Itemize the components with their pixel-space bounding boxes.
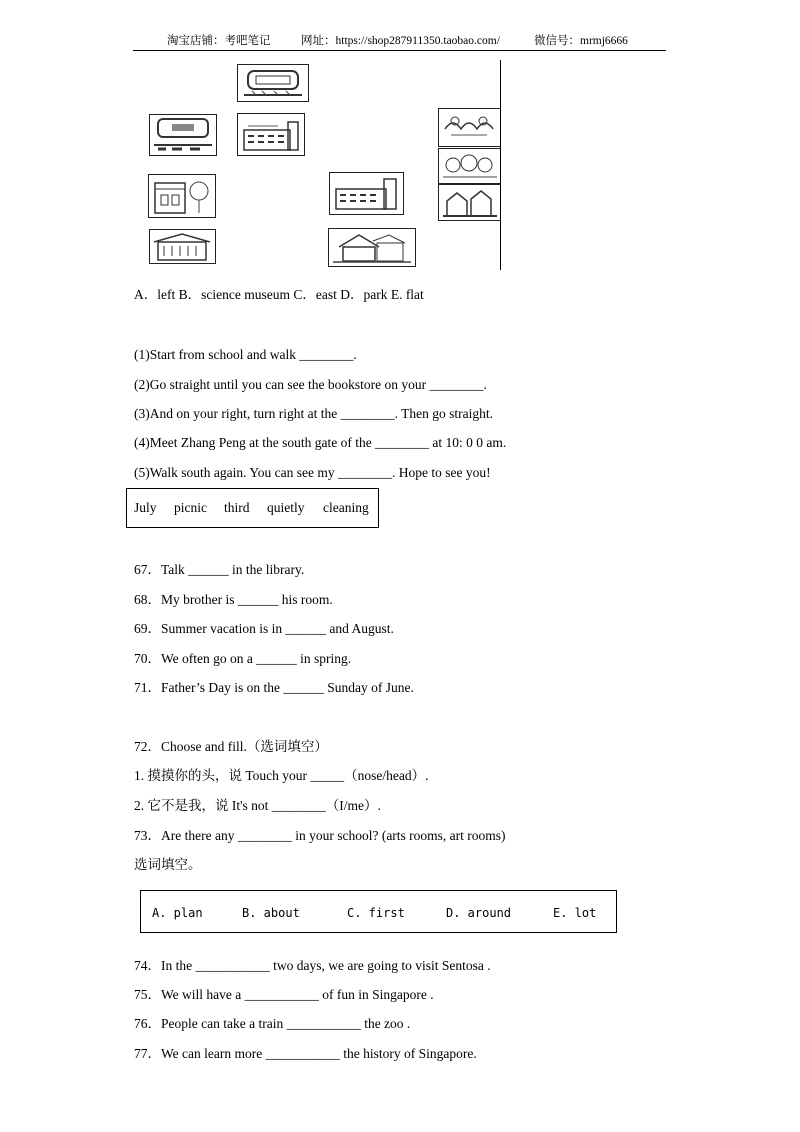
word-option: July <box>134 500 157 515</box>
question-73: 73．Are there any ________ in your school? (arts rooms, art rooms) <box>134 828 506 843</box>
section-title: 选词填空。 <box>134 857 202 872</box>
word-option: cleaning <box>323 500 369 515</box>
passage-line-1: (1)Start from school and walk ________. <box>134 347 357 362</box>
question-74: 74．In the ___________ two days, we are going to visit Sentosa . <box>134 958 491 973</box>
tree-icon <box>438 148 501 184</box>
question-76: 76．People can take a train ___________ the zoo . <box>134 1016 411 1031</box>
page-header <box>133 33 666 51</box>
question-70: 70．We often go on a ______ in spring. <box>134 651 352 666</box>
word-option: picnic <box>174 500 207 515</box>
question-75: 75．We will have a ___________ of fun in Singapore . <box>134 987 434 1002</box>
question-71: 71．Father’s Day is on the ______ Sunday of June. <box>134 680 414 695</box>
word-option: E. lot <box>553 906 597 920</box>
word-option: A. plan <box>152 906 203 920</box>
word-box <box>140 890 617 933</box>
question-67: 67．Talk ______ in the library. <box>134 562 305 577</box>
passage-line-2: (2)Go straight until you can see the bookstore on your ________. <box>134 377 487 392</box>
map-divider <box>500 60 501 270</box>
passage-line-4: (4)Meet Zhang Peng at the south gate of the ________ at 10: 0 0 am. <box>134 435 507 450</box>
house-icon <box>328 228 416 267</box>
tree-icon <box>438 108 501 147</box>
building-icon <box>148 174 216 218</box>
header-url: 网址：https://shop287911350.taobao.com/ <box>301 35 500 47</box>
word-option: B. about <box>242 906 300 920</box>
header-wechat: 微信号：mrmj6666 <box>534 35 628 47</box>
question-68: 68．My brother is ______ his room. <box>134 592 333 607</box>
question-77: 77．We can learn more ___________ the history of Singapore. <box>134 1046 477 1061</box>
header-shop: 淘宝店铺：考吧笔记 <box>167 35 271 47</box>
building-icon <box>149 229 216 264</box>
tree-icon <box>438 184 501 221</box>
school-icon <box>237 64 309 102</box>
word-option: D. around <box>446 906 512 920</box>
word-option: third <box>224 500 250 515</box>
passage-line-5: (5)Walk south again. You can see my ________. Hope to see you! <box>134 465 491 480</box>
word-box <box>126 488 379 528</box>
question-69: 69．Summer vacation is in ______ and August. <box>134 621 394 636</box>
building-icon <box>149 114 217 156</box>
question-72-item-2: 2. 它不是我，说 It's not ________（I/me）. <box>134 798 381 813</box>
question-72: 72．Choose and fill.（选词填空） <box>134 739 328 754</box>
question-72-item-1: 1. 摸摸你的头，说 Touch your _____（nose/head）. <box>134 768 429 783</box>
shop-icon <box>237 113 305 156</box>
shop-icon <box>329 172 404 215</box>
passage-line-3: (3)And on your right, turn right at the ________. Then go straight. <box>134 406 493 421</box>
word-option: C. first <box>347 906 405 920</box>
options-line: A．left B．science museum C．east D．park E. flat <box>134 287 424 302</box>
word-option: quietly <box>267 500 305 515</box>
